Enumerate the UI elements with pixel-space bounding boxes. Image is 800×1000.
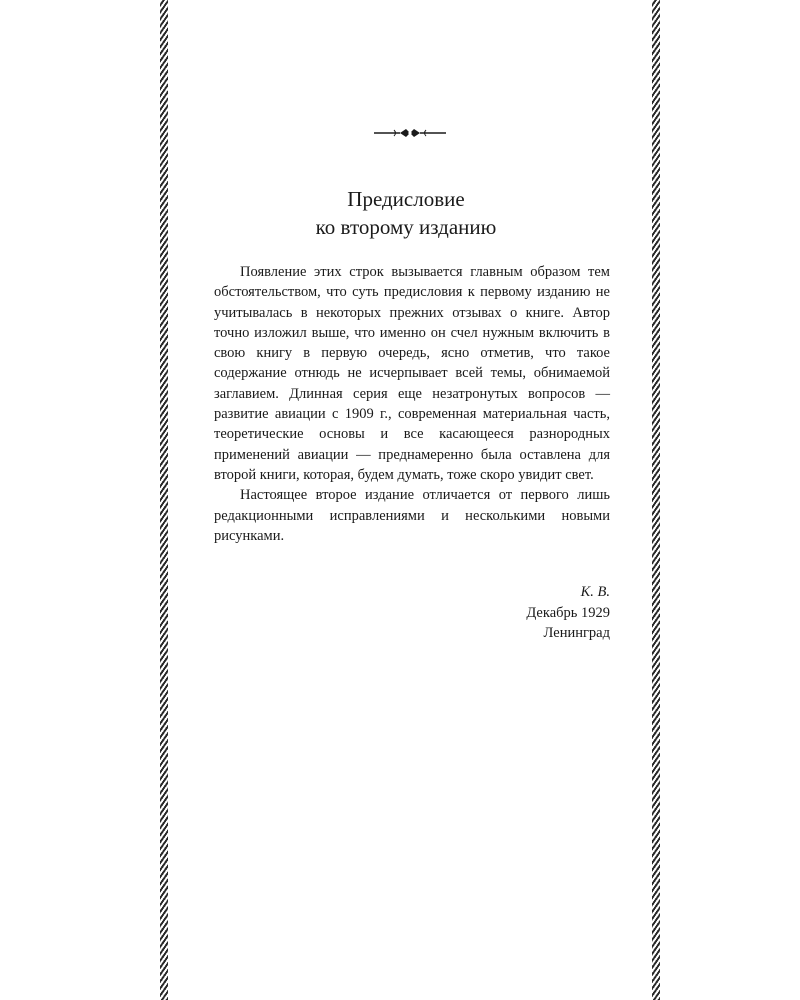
paragraph: Появление этих строк вызывается главным образом тем обстоятельством, что суть предисловия к первому изданию не учитывалась в некоторых прежних отзывах о книге. Автор точно изложил выше, что именно он счел нужным включить в свою книгу в первую очередь, ясно отметив, что такое содержание отнюдь не исчерпывает всей темы, обнимаемой заглавием. Длинная серия еще незатронутых вопросов — развитие авиации с 1909 г., современная материальная часть, теоретические основы и все касающееся разнородных применений авиации — преднамеренно была оставлена для второй книги, которая, будем думать, тоже скоро увидит свет. [214,264,610,483]
signature-date: Декабрь 1929 [526,604,610,621]
right-rope-border [652,0,660,1000]
author-initials: К. В. [580,584,610,600]
preface-body [214,262,610,546]
signature-place: Ленинград [543,625,610,641]
left-rope-border [160,0,168,1000]
page-title [200,185,612,241]
title-line-2: ко второму изданию [315,215,497,239]
paragraph: Настоящее второе издание отличается от первого лишь редакционными исправлениями и несколькими новыми рисунками. [214,487,610,544]
signature-block [400,582,610,644]
title-line-1: Предисловие [347,187,465,211]
ornament-icon [372,125,448,141]
